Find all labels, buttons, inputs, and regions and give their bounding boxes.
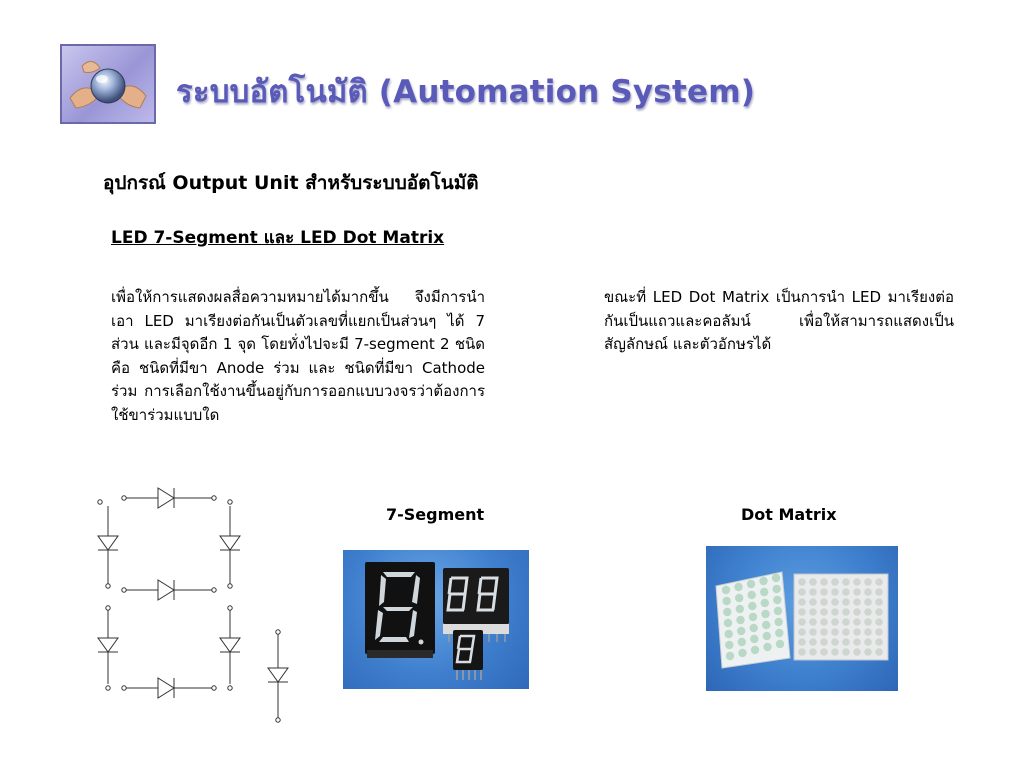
led-dot [763,643,771,651]
led-dot [853,588,861,596]
led-dot [875,648,883,656]
led-dot [875,598,883,606]
led-dot [750,624,758,632]
led-dot [820,618,828,626]
led-dot [831,648,839,656]
led-dot [831,618,839,626]
led-dot [864,638,872,646]
led-dot [749,613,757,621]
led-dot [842,598,850,606]
led-dot [798,588,806,596]
led-dot [722,586,730,594]
led-dot [798,598,806,606]
led-dot [809,648,817,656]
led-dot [864,628,872,636]
seven-segment-display-photo [343,550,529,689]
led-dot [809,588,817,596]
led-dot [831,598,839,606]
led-dot [738,638,746,646]
led-dot [763,632,771,640]
led-dot [738,649,746,657]
led-dot [864,578,872,586]
led-dot [853,618,861,626]
led-dot [772,574,780,582]
globe-in-hands-icon [60,44,156,124]
led-dot [724,619,732,627]
led-dot [809,618,817,626]
led-dot [737,627,745,635]
led-dot [864,598,872,606]
led-dot [820,638,828,646]
led-dot [760,588,768,596]
led-dot [831,578,839,586]
led-dot [761,599,769,607]
led-dot [762,621,770,629]
led-dot [853,648,861,656]
led-dot [736,616,744,624]
led-dot [831,588,839,596]
seven-segment-description: เพื่อให้การแสดงผลสื่อความหมายได้มากขึ้น จึงมีการนำเอา LED มาเรียงต่อกันเป็นตัวเลขที่แยกเป็นส่วนๆ ได้ 7 ส่วน และมีจุดอีก 1 จุด โดยทั่งไปจะมี 7-segment 2 ชนิด คือ ชนิดที่มีขา Anode ร่วม และ ชนิดที่มีขา Cathode ร่วม การเลือกใช้งานขึ้นอยู่กับการออกแบบวงจรว่าต้องการใช้ขาร่วมแบบใด [111,288,485,424]
led-dot [798,578,806,586]
led-dot [723,608,731,616]
led-dot [776,640,784,648]
led-dot [853,638,861,646]
led-dot [820,578,828,586]
led-dot [842,578,850,586]
led-dot [875,588,883,596]
led-dot [751,646,759,654]
led-dot [773,585,781,593]
led-dot [875,628,883,636]
led-dot [864,648,872,656]
led-dot [842,648,850,656]
led-dot [864,608,872,616]
led-dot [736,605,744,613]
led-dot [798,608,806,616]
led-dot [725,630,733,638]
led-dot [798,648,806,656]
led-dot [853,628,861,636]
led-dot [842,608,850,616]
led-dot [735,594,743,602]
led-dot [875,608,883,616]
led-dot [820,588,828,596]
led-dot [775,629,783,637]
led-dot [809,628,817,636]
led-dot [726,652,734,660]
led-dot [820,628,828,636]
led-dot [734,583,742,591]
led-dot [809,608,817,616]
led-dot [809,578,817,586]
led-dot [820,598,828,606]
led-dot [748,591,756,599]
led-dot [723,597,731,605]
led-dot [842,588,850,596]
led-dot [775,618,783,626]
led-dot [820,648,828,656]
led-dot [864,588,872,596]
led-dot [842,618,850,626]
led-dot [820,608,828,616]
led-dot [773,596,781,604]
led-dot [774,607,782,615]
led-dot [798,618,806,626]
led-dot [853,578,861,586]
seven-segment-caption: 7-Segment [386,505,485,524]
seven-segment-diode-diagram-icon [92,480,302,730]
led-dot [748,602,756,610]
led-dot [747,580,755,588]
led-dot [875,638,883,646]
led-dot [875,578,883,586]
section-heading: LED 7-Segment และ LED Dot Matrix [111,228,445,248]
led-dot [798,628,806,636]
led-dot [831,608,839,616]
led-dot [831,638,839,646]
led-dot [853,608,861,616]
dot-matrix-display-photo [706,546,898,691]
dot-matrix-caption: Dot Matrix [741,505,837,524]
led-dot [842,628,850,636]
led-dot [759,577,767,585]
section-subtitle: อุปกรณ์ Output Unit สำหรับระบบอัตโนมัติ [103,172,479,194]
led-dot [750,635,758,643]
led-dot [831,628,839,636]
led-dot [853,598,861,606]
led-dot [842,638,850,646]
led-dot [725,641,733,649]
led-dot [864,618,872,626]
led-dot [798,638,806,646]
page-title: ระบบอัตโนมัติ (Automation System) [176,74,756,110]
led-dot [875,618,883,626]
led-dot [809,638,817,646]
led-dot [809,598,817,606]
led-dot [761,610,769,618]
dot-matrix-description: ขณะที่ LED Dot Matrix เป็นการนำ LED มาเรียงต่อกันเป็นแถวและคอลัมน์ เพื่อให้สามารถแสดงเป็นสัญลักษณ์ และตัวอักษรได้ [604,288,954,353]
